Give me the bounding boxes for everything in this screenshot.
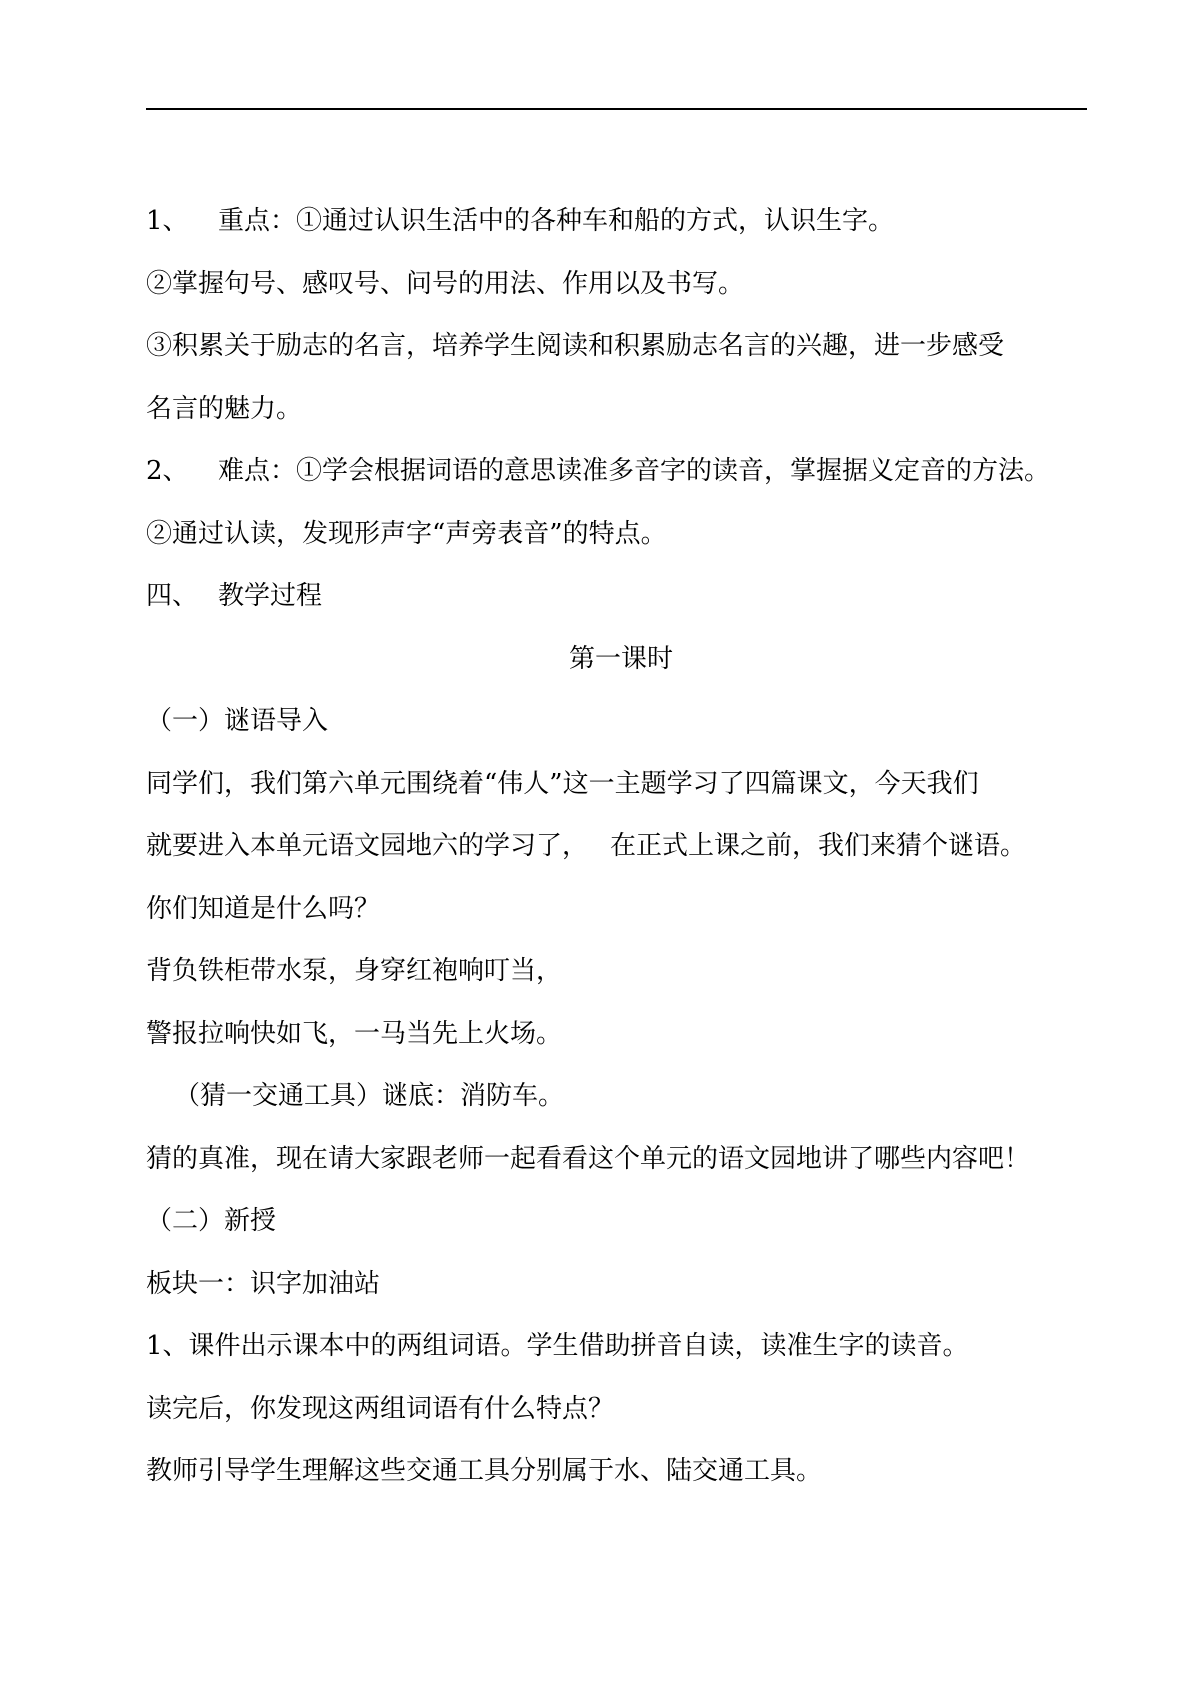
- part1-paragraph-1: 同学们，我们第六单元围绕着“伟人”这一主题学习了四篇课文，今天我们: [146, 768, 979, 799]
- section-heading: [146, 565, 1096, 628]
- guide-line: 教师引导学生理解这些交通工具分别属于水、陆交通工具。: [146, 1456, 823, 1486]
- list-number: 1、: [146, 206, 189, 236]
- key-points-text: 重点：①通过认识生活中的各种车和船的方式，认识生字。: [218, 206, 895, 236]
- key-points-line-3: ③积累关于励志的名言，培养学生阅读和积累励志名言的兴趣，进一步感受: [146, 331, 1005, 361]
- part1-paragraph-4: 猜的真准，现在请大家跟老师一起看看这个单元的语文园地讲了哪些内容吧！: [146, 1143, 1031, 1174]
- key-points-line-1: [146, 190, 1096, 253]
- difficulties-line-2: ②通过认读，发现形声字“声旁表音”的特点。: [146, 518, 667, 549]
- part1-paragraph-2a: 就要进入本单元语文园地六的学习了，: [146, 831, 589, 861]
- block1-title: 板块一：识字加油站: [146, 1268, 381, 1299]
- document-body: [146, 190, 1096, 1503]
- part1-title: （一）谜语导入: [146, 706, 329, 736]
- section-title: 教学过程: [218, 581, 323, 611]
- difficulties-line-1: [146, 440, 1096, 503]
- step-1: 1、课件出示课本中的两组词语。学生借助拼音自读，读准生字的读音。: [146, 1331, 969, 1361]
- header-rule: [146, 108, 1087, 110]
- difficulties-text: 难点：①学会根据词语的意思读准多音字的读音，掌握据义定音的方法。: [218, 456, 1051, 486]
- part2-title: （二）新授: [146, 1206, 277, 1236]
- list-number: 2、: [146, 456, 189, 486]
- section-number: 四、: [146, 581, 199, 611]
- riddle-answer: （猜一交通工具）谜底：消防车。: [174, 1081, 565, 1111]
- key-points-line-2: ②掌握句号、感叹号、问号的用法、作用以及书写。: [146, 268, 745, 299]
- riddle-line-2: 警报拉响快如飞，一马当先上火场。: [146, 1018, 563, 1049]
- part1-paragraph-3: 你们知道是什么吗？: [146, 893, 381, 924]
- key-points-line-4: 名言的魅力。: [146, 393, 303, 424]
- part1-paragraph-2: [146, 815, 1096, 878]
- question-line: 读完后，你发现这两组词语有什么特点？: [146, 1393, 615, 1424]
- lesson-title: 第一课时: [568, 643, 673, 674]
- part1-paragraph-2b: 在正式上课之前，我们来猜个谜语。: [610, 831, 1027, 861]
- riddle-line-1: 背负铁柜带水泵，身穿红袍响叮当，: [146, 956, 563, 986]
